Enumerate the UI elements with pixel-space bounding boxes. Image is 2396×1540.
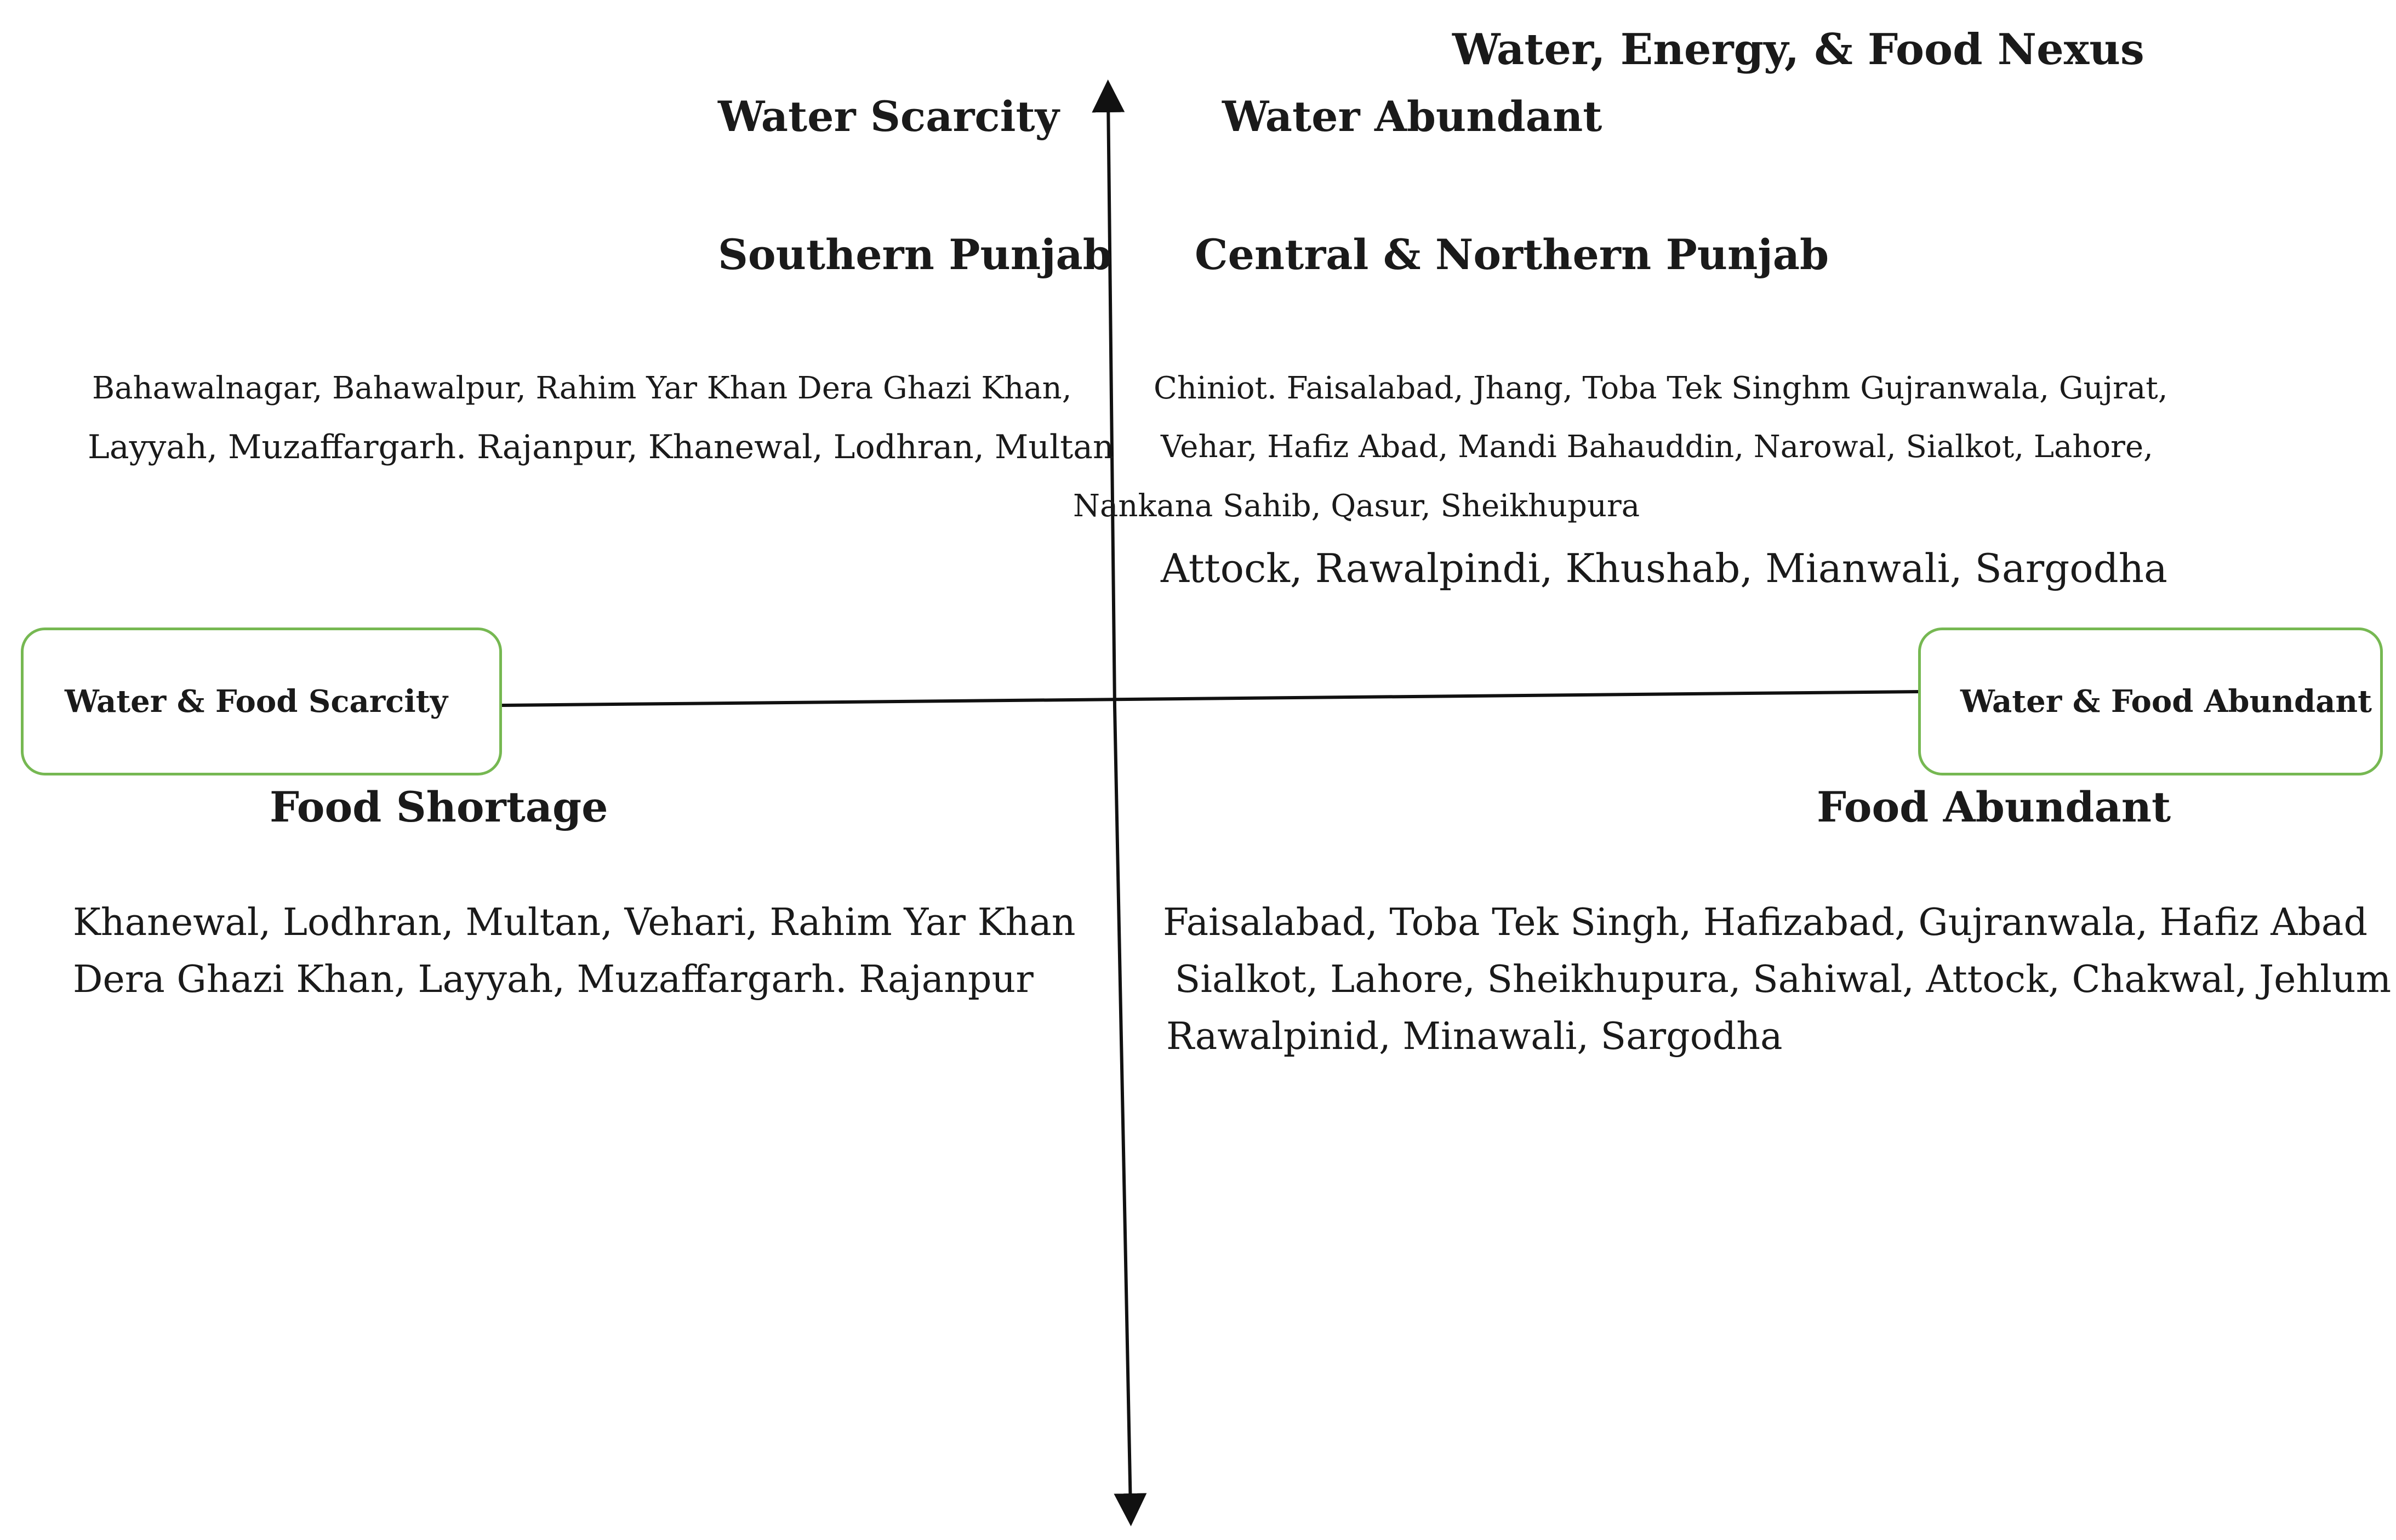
vertical-axis-up — [1108, 96, 1115, 707]
southern-punjab-districts-line-1: Bahawalnagar, Bahawalpur, Rahim Yar Khan Dera Ghazi Khan, — [92, 370, 1072, 406]
horizontal-axis — [501, 692, 1921, 705]
food-shortage-label: Food Shortage — [270, 783, 608, 831]
food-abundant-districts-line-3: Rawalpinid, Minawali, Sargodha — [1166, 1015, 1783, 1058]
central-punjab-districts-line-1: Chiniot. Faisalabad, Jhang, Toba Tek Singhm Gujranwala, Gujrat, — [1154, 370, 2168, 406]
water-food-scarcity-label: Water & Food Scarcity — [65, 683, 448, 720]
diagram-title: Water, Energy, & Food Nexus — [1452, 25, 2144, 75]
water-food-abundant-label: Water & Food Abundant — [1960, 683, 2372, 720]
central-northern-punjab-label: Central & Northern Punjab — [1195, 230, 1829, 279]
water-scarcity-label: Water Scarcity — [718, 92, 1059, 141]
food-abundant-districts-line-2: Sialkot, Lahore, Sheikhupura, Sahiwal, Attock, Chakwal, Jehlum — [1163, 958, 2392, 1001]
central-punjab-districts-line-2: Vehar, Hafiz Abad, Mandi Bahauddin, Narowal, Sialkot, Lahore, — [1161, 429, 2153, 465]
food-shortage-districts-line-1: Khanewal, Lodhran, Multan, Vehari, Rahim Yar Khan — [73, 901, 1076, 944]
water-food-scarcity-box — [21, 628, 502, 775]
food-shortage-districts-line-2: Dera Ghazi Khan, Layyah, Muzaffargarh. Rajanpur — [73, 958, 1034, 1001]
food-abundant-label: Food Abundant — [1817, 783, 2171, 831]
central-punjab-districts-line-3: Nankana Sahib, Qasur, Sheikhupura — [1073, 488, 1640, 524]
southern-punjab-districts-line-2: Layyah, Muzaffargarh. Rajanpur, Khanewal, Lodhran, Multan — [88, 428, 1114, 466]
southern-punjab-label: Southern Punjab — [718, 230, 1112, 279]
vertical-axis-down — [1115, 707, 1131, 1510]
northern-punjab-districts: Attock, Rawalpindi, Khushab, Mianwali, Sargodha — [1161, 545, 2167, 591]
food-abundant-districts-line-1: Faisalabad, Toba Tek Singh, Hafizabad, Gujranwala, Hafiz Abad — [1163, 901, 2368, 944]
water-food-abundant-box — [1918, 628, 2383, 775]
water-abundant-label: Water Abundant — [1222, 92, 1602, 141]
